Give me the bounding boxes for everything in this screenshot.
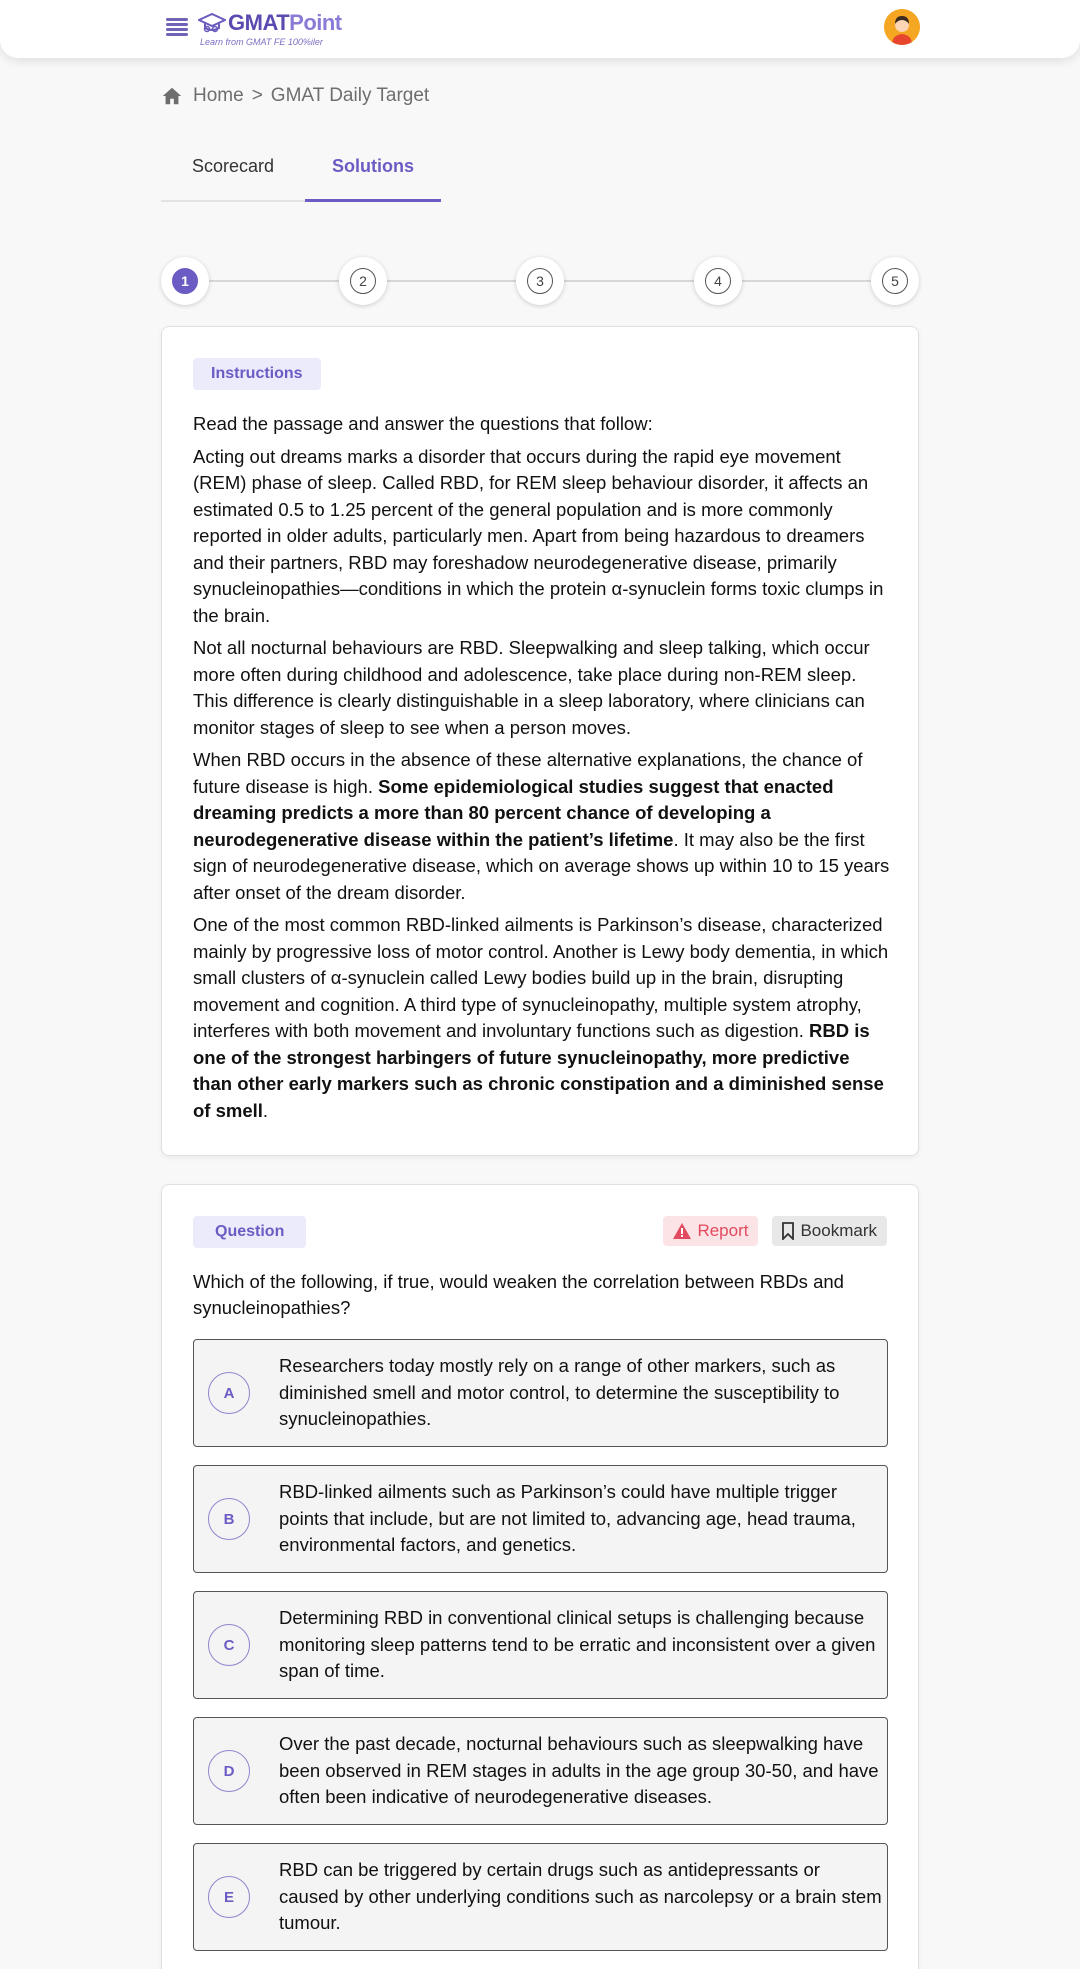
bookmark-button[interactable] <box>772 1216 887 1246</box>
step-1[interactable]: 1 <box>161 257 209 305</box>
instructions-badge: Instructions <box>193 358 321 390</box>
report-label: Report <box>697 1221 749 1240</box>
tab-solutions[interactable]: Solutions <box>305 148 441 200</box>
question-card <box>161 1184 919 1969</box>
logo[interactable] <box>198 10 342 47</box>
option-d[interactable] <box>193 1717 888 1825</box>
option-letter: A <box>208 1372 250 1414</box>
answer-options <box>193 1339 888 1969</box>
option-b[interactable] <box>193 1465 888 1573</box>
option-letter: B <box>208 1498 250 1540</box>
question-badge: Question <box>193 1216 306 1248</box>
option-text: Over the past decade, nocturnal behaviours such as sleepwalking have been observed in REM stages in adults in the age group 30-50, and have often been indicative of neurodegenerative diseases. <box>279 1733 879 1808</box>
logo-tagline: Learn from GMAT FE 100%iler <box>200 37 323 47</box>
tab-scorecard[interactable]: Scorecard <box>191 156 275 176</box>
passage-paragraph-3: When RBD occurs in the absence of these alternative explanations, the chance of future disease is high. Some epidemiological studies suggest that enacted dreaming predicts a more than 80 percent chance of developing a neurodegenerative disease within the patient’s lifetime. It may also be the first sign of neurodegenerative disease, which on average shows up within 10 to 15 years after onset of the dream disorder. <box>193 749 890 903</box>
logo-prefix: GMAT <box>228 10 290 35</box>
logo-suffix: Point <box>289 10 342 35</box>
bookmark-label: Bookmark <box>800 1221 877 1240</box>
step-4[interactable]: 4 <box>694 257 742 305</box>
highlight-text: RBD is one of the strongest harbingers of future synucleinopathy, more predictive than other early markers such as chronic constipation and a diminished sense of smell <box>193 1020 884 1121</box>
result-tabs <box>161 148 441 202</box>
step-2[interactable]: 2 <box>339 257 387 305</box>
question-stepper <box>161 257 919 305</box>
warning-icon <box>673 1223 691 1239</box>
graduation-cap-icon <box>198 13 226 33</box>
option-c[interactable] <box>193 1591 888 1699</box>
question-text: Which of the following, if true, would weaken the correlation between RBDs and synucleinopathies? <box>193 1271 844 1318</box>
passage-intro: Read the passage and answer the questions that follow: <box>193 413 653 434</box>
home-icon[interactable] <box>161 85 183 107</box>
option-text: Researchers today mostly rely on a range of other markers, such as diminished smell and motor control, to determine the susceptibility to synucleinopathies. <box>279 1355 840 1430</box>
highlight-text: Some epidemiological studies suggest that enacted dreaming predicts a more than 80 percent chance of developing a neurodegenerative disease within the patient’s lifetime <box>193 775 834 850</box>
option-text: Determining RBD in conventional clinical setups is challenging because monitoring sleep patterns tend to be erratic and inconsistent over a given span of time. <box>279 1607 876 1682</box>
passage-card <box>161 326 919 1156</box>
option-e[interactable] <box>193 1843 888 1951</box>
breadcrumb-home[interactable]: Home <box>193 85 244 106</box>
menu-icon[interactable] <box>166 16 188 38</box>
step-5[interactable]: 5 <box>871 257 919 305</box>
option-letter: C <box>208 1624 250 1666</box>
option-a[interactable] <box>193 1339 888 1447</box>
option-letter: D <box>208 1750 250 1792</box>
passage-paragraph-2: Not all nocturnal behaviours are RBD. Sleepwalking and sleep talking, which occur more often during childhood and adolescence, take place during non-REM sleep. This difference is clearly distinguishable in a sleep laboratory, where clinicians can monitor stages of sleep to see when a person moves. <box>193 637 870 738</box>
passage-paragraph-4: One of the most common RBD-linked ailments is Parkinson’s disease, characterized mainly by progressive loss of motor control. Another is Lewy body dementia, in which small clusters of α-synuclein called Lewy bodies build up in the brain, disrupting movement and cognition. A third type of synucleinopathy, multiple system atrophy, interferes with both movement and involuntary functions such as digestion. RBD is one of the strongest harbingers of future synucleinopathy, more predictive than other early markers such as chronic constipation and a diminished sense of smell. <box>193 914 889 1121</box>
user-avatar-icon <box>884 9 920 45</box>
breadcrumb-separator: > <box>251 85 263 106</box>
option-text: RBD-linked ailments such as Parkinson’s could have multiple trigger points that include, but are not limited to, advancing age, head trauma, environmental factors, and genetics. <box>279 1481 856 1556</box>
bookmark-icon <box>782 1222 794 1240</box>
passage-paragraph-1: Acting out dreams marks a disorder that occurs during the rapid eye movement (REM) phase of sleep. Called RBD, for REM sleep behaviour disorder, it affects an estimated 0.5 to 1.25 percent of the general population and is more commonly reported in older adults, particularly men. Apart from being hazardous to dreamers and their partners, RBD may foreshadow neurodegenerative disease, primarily synucleinopathies—conditions in which the protein α-synuclein forms toxic clumps in the brain. <box>193 445 884 626</box>
avatar[interactable] <box>884 9 920 45</box>
report-button[interactable] <box>663 1216 758 1246</box>
option-letter: E <box>208 1876 250 1918</box>
step-3[interactable]: 3 <box>516 257 564 305</box>
breadcrumb-current: GMAT Daily Target <box>270 85 430 106</box>
option-text: RBD can be triggered by certain drugs such as antidepressants or caused by other underlying conditions such as narcolepsy or a brain stem tumour. <box>279 1859 882 1934</box>
breadcrumb <box>161 85 429 107</box>
top-header <box>0 0 1080 58</box>
passage-text <box>193 411 893 1130</box>
question-actions <box>663 1216 887 1246</box>
